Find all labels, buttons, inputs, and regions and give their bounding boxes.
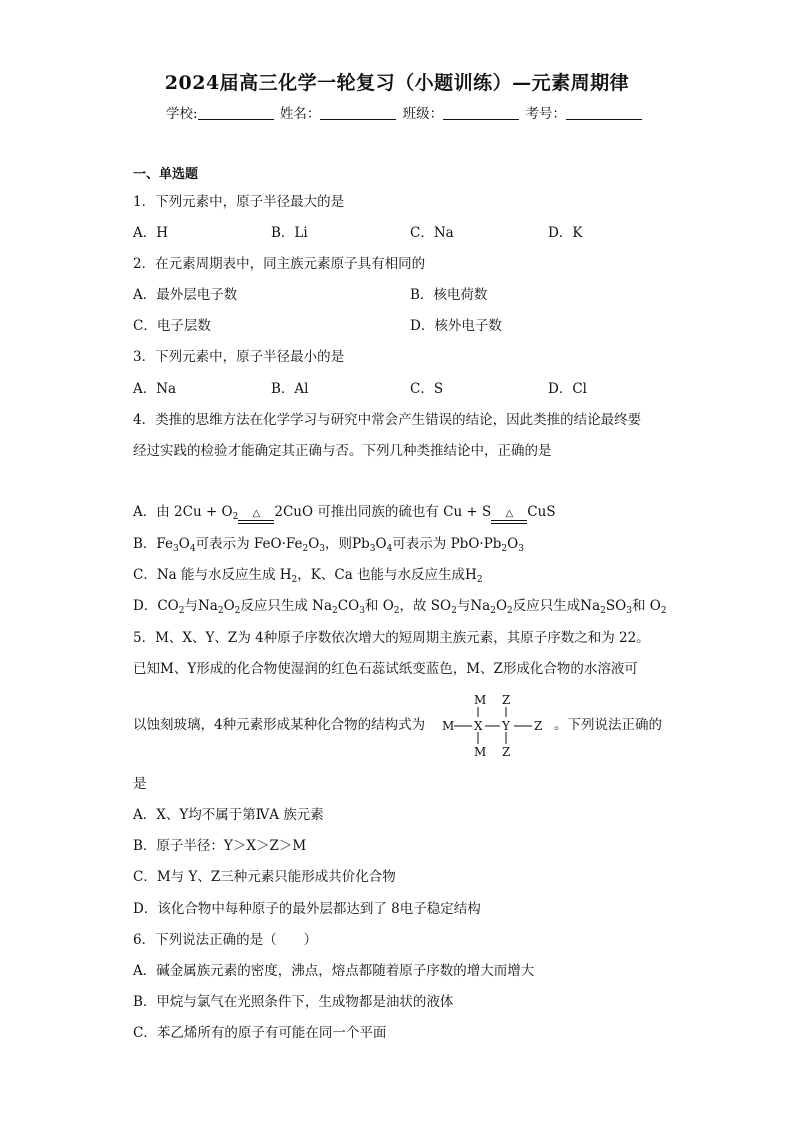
- school-label: 学校:: [166, 106, 198, 122]
- section-heading: 一、单选题: [133, 167, 199, 182]
- q1-option-d: D．K: [548, 225, 583, 241]
- q4-option-c: C．Na 能与水反应生成 $H_2$，K、Ca 也能与水反应生成$H_2$: [133, 567, 483, 585]
- question-5-stem-line3a: 以蚀刻玻璃，4种元素形成某种化合物的结构式为: [133, 717, 426, 733]
- q3-option-c: C．S: [410, 381, 444, 397]
- structural-formula-diagram: [440, 690, 550, 760]
- q6-option-a: A．碱金属族元素的密度，沸点，熔点都随着原子序数的增大而增大: [133, 963, 535, 979]
- number-blank[interactable]: [566, 105, 642, 120]
- q4-option-d: D．$CO_2$与$Na_2O_2$反应只生成 $Na_2CO_3$和 $O_2$，故 $SO_2$与$Na_2O_2$反应只生成$Na_2SO_3$和 $O_2$: [133, 598, 667, 616]
- q3-option-a: A．Na: [133, 381, 177, 397]
- q4-option-a: A．由 $2Cu + O_2$ △ 2CuO 可推出同族的硫也有 Cu + S △ CuS: [133, 504, 556, 522]
- question-5-stem-line2: 已知M、Y形成的化合物使湿润的红色石蕊试纸变蓝色，M、Z形成化合物的水溶液可: [133, 661, 638, 677]
- question-4-stem-line2: 经过实践的检验才能确定其正确与否。下列几种类推结论中，正确的是: [133, 443, 552, 459]
- atom-z-top: Z: [502, 693, 511, 707]
- question-1-stem: 1．下列元素中，原子半径最大的是: [133, 194, 345, 210]
- student-info-line: [166, 102, 644, 122]
- atom-m-top: M: [474, 693, 487, 707]
- q1-option-b: B．Li: [271, 225, 308, 241]
- number-label: 考号：: [525, 106, 566, 122]
- q3-option-d: D．Cl: [548, 381, 587, 397]
- class-blank[interactable]: [443, 105, 519, 120]
- q1-option-c: C．Na: [410, 225, 454, 241]
- q2-option-b: B．核电荷数: [410, 287, 488, 303]
- question-5-stem-line3b: 。下列说法正确的: [554, 717, 662, 733]
- q1-option-a: A．H: [133, 225, 169, 241]
- q6-option-b: B．甲烷与氯气在光照条件下，生成物都是油状的液体: [133, 994, 454, 1010]
- q6-option-c: C．苯乙烯所有的原子有可能在同一个平面: [133, 1025, 387, 1041]
- atom-x: X: [474, 719, 483, 733]
- atom-m-bottom: M: [474, 745, 487, 759]
- name-blank[interactable]: [320, 105, 396, 120]
- q5-option-d: D．该化合物中每种原子的最外层都达到了 8电子稳定结构: [133, 901, 481, 917]
- q5-option-b: B．原子半径：Y＞X＞Z＞M: [133, 838, 307, 854]
- school-blank[interactable]: [198, 105, 274, 120]
- class-label: 班级：: [402, 106, 444, 122]
- q2-option-a: A．最外层电子数: [133, 287, 238, 303]
- question-4-stem-line1: 4．类推的思维方法在化学学习与研究中常会产生错误的结论，因此类推的结论最终要: [133, 412, 642, 428]
- name-label: 姓名：: [279, 106, 321, 122]
- q2-option-c: C．电子层数: [133, 318, 211, 334]
- atom-z-right: Z: [534, 719, 543, 733]
- atom-m-left: M: [442, 719, 455, 733]
- question-5-stem-line1: 5．M、X、Y、Z为 4种原子序数依次增大的短周期主族元素，其原子序数之和为 22。: [133, 630, 650, 646]
- page-title: 2024届高三化学一轮复习（小题训练）—元素周期律: [164, 72, 630, 94]
- atom-y: Y: [502, 719, 510, 733]
- q5-option-c: C．M与 Y、Z三种元素只能形成共价化合物: [133, 869, 396, 885]
- q4-option-b: B．$Fe_3O_4$可表示为 $FeO\cdot Fe_2O_3$，则$Pb_3O_4$可表示为 $PbO\cdot Pb_2O_3$: [133, 536, 524, 554]
- q3-option-b: B．Al: [271, 381, 309, 397]
- question-2-stem: 2．在元素周期表中，同主族元素原子具有相同的: [133, 256, 426, 272]
- question-6-stem: 6．下列说法正确的是（ ）: [133, 932, 318, 948]
- heat-condition-symbol: △: [238, 509, 274, 524]
- atom-z-bottom: Z: [502, 745, 511, 759]
- question-3-stem: 3．下列元素中，原子半径最小的是: [133, 349, 345, 365]
- q2-option-d: D．核外电子数: [410, 318, 502, 334]
- q5-option-a: A．X、Y均不属于第ⅣA 族元素: [133, 807, 324, 823]
- heat-condition-symbol: △: [491, 509, 527, 524]
- question-5-stem-line4: 是: [133, 776, 147, 792]
